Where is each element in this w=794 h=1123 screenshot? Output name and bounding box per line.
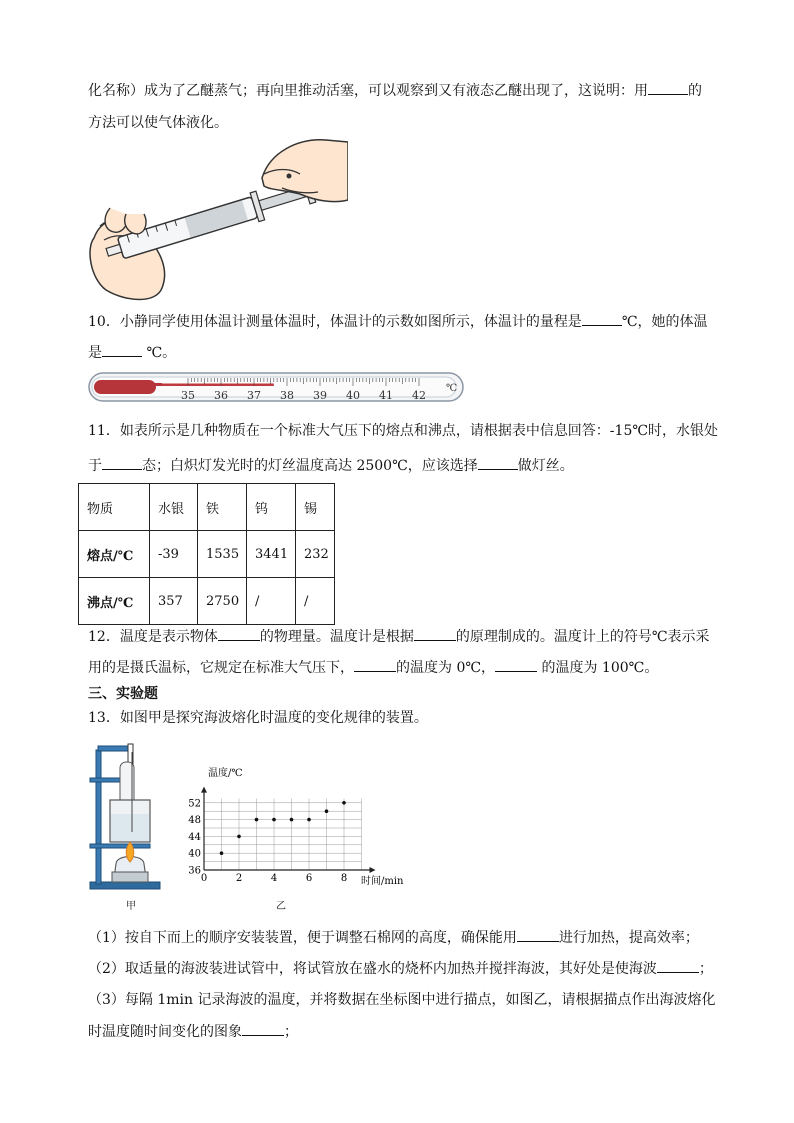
- q12-blank-4[interactable]: [495, 657, 537, 672]
- x-axis-arrow: [370, 867, 376, 873]
- data-point: [325, 809, 329, 813]
- q13-blank-3[interactable]: [242, 1021, 284, 1036]
- q12-blank-2[interactable]: [414, 626, 456, 641]
- caption-yi: 乙: [276, 901, 286, 912]
- q12-text-2c: 的温度为 100℃。: [541, 660, 659, 676]
- x-tick-label: 4: [270, 873, 278, 884]
- q13-sub2: [88, 958, 713, 979]
- table-cell: 铁: [198, 484, 247, 531]
- table-cell: 1535: [198, 531, 247, 578]
- q9-text-1: 化名称）成为了乙醚蒸气；再向里推动活塞，可以观察到又有液态乙醚出现了，这说明：用: [88, 83, 648, 99]
- thermometer-unit: ℃: [446, 383, 458, 394]
- table-cell: 熔点/℃: [79, 531, 150, 578]
- q13-intro: 13．如图甲是探究海波熔化时温度的变化规律的装置。: [88, 710, 428, 726]
- q11-line2: [88, 455, 574, 476]
- q11-state-blank[interactable]: [102, 455, 142, 470]
- thermometer-label: 36: [214, 389, 228, 402]
- y-axis-arrow: [201, 787, 207, 793]
- x-tick-label: 0: [200, 873, 208, 884]
- temperature-time-chart: [186, 762, 404, 890]
- q9-line1: [88, 80, 702, 101]
- y-tick-label: 52: [188, 798, 201, 810]
- table-cell: /: [247, 578, 296, 625]
- table-cell: 232: [296, 531, 335, 578]
- q12-text-1b: 的物理量。温度计是根据: [259, 629, 414, 645]
- thermometer-label: 39: [313, 389, 327, 402]
- table-cell: 钨: [247, 484, 296, 531]
- syringe-figure: [86, 138, 348, 304]
- data-point: [290, 818, 294, 822]
- q13-sub1-b: 进行加热，提高效率；: [558, 930, 699, 946]
- q13-sub3-a: 时温度随时间变化的图象: [88, 1024, 242, 1040]
- table-cell: 2750: [198, 578, 247, 625]
- q13-blank-1[interactable]: [517, 927, 559, 942]
- table-header-row: [79, 484, 335, 531]
- thermometer-bulb: [94, 380, 156, 394]
- q10-range-blank[interactable]: [582, 311, 622, 326]
- table-cell: 沸点/℃: [79, 578, 150, 625]
- q12-text-2a: 用的是摄氏温标，它规定在标准大气压下，: [88, 660, 354, 676]
- q11-text-2c: 做灯丝。: [517, 458, 574, 474]
- q11-text-1: 11．如表所示是几种物质在一个标准大气压下的熔点和沸点，请根据表中信息回答：-15℃时，水银处: [88, 423, 719, 439]
- q9-text-1-end: 的: [688, 83, 702, 99]
- caption-jia: 甲: [126, 901, 136, 912]
- q12-text-1a: 12．温度是表示物体: [88, 629, 218, 645]
- thermometer-label: 41: [379, 389, 393, 402]
- data-point: [342, 801, 346, 805]
- q11-filament-blank[interactable]: [478, 455, 518, 470]
- x-tick-label: 8: [340, 873, 348, 884]
- q10-temp-blank[interactable]: [102, 342, 142, 357]
- q10-unit-2: ℃。: [146, 345, 177, 361]
- x-tick-label: 6: [305, 873, 313, 884]
- table-row: [79, 578, 335, 625]
- table-cell: 水银: [150, 484, 198, 531]
- section-title: 三、实验题: [88, 686, 158, 702]
- q10-line2: [88, 342, 176, 363]
- q10-unit-1: ℃，她的体温: [621, 314, 708, 330]
- q12-line1: [88, 626, 710, 647]
- chart-grid: [204, 799, 362, 870]
- table-cell: /: [296, 578, 335, 625]
- table-cell: -39: [150, 531, 198, 578]
- y-tick-label: 40: [188, 848, 201, 860]
- q11-text-2b: 态；白炽灯发光时的灯丝温度高达 2500℃，应该选择: [142, 458, 478, 474]
- x-axis-label: 时间/min: [361, 876, 404, 887]
- thermometer-label: 42: [412, 389, 426, 402]
- table-row: [79, 531, 335, 578]
- y-tick-label: 44: [188, 831, 201, 843]
- data-point: [272, 818, 276, 822]
- q11-line1: [88, 421, 718, 441]
- clinical-thermometer: [88, 370, 466, 404]
- y-axis-label: 温度/℃: [208, 768, 243, 779]
- q10-line1: [88, 311, 707, 332]
- melting-boiling-table: [78, 483, 335, 625]
- thermometer-label: 37: [247, 389, 261, 402]
- q13-sub3-line2: [88, 1021, 298, 1042]
- thermometer-label: 35: [181, 389, 195, 402]
- table-cell: 3441: [247, 531, 296, 578]
- q13-sub2-b: ；: [698, 961, 713, 977]
- q12-blank-1[interactable]: [218, 626, 260, 641]
- q13-sub1: [88, 927, 699, 948]
- q11-text-2a: 于: [88, 458, 102, 474]
- q13-sub3-b: ；: [284, 1024, 298, 1040]
- q10-text-1: 10．小静同学使用体温计测量体温时，体温计的示数如图所示，体温计的量程是: [88, 314, 582, 330]
- q9-blank[interactable]: [648, 80, 688, 95]
- q9-text-2: 方法可以使气体液化。: [88, 115, 228, 131]
- q13-sub1-a: （1）按自下而上的顺序安装装置，便于调整石棉网的高度，确保能用: [88, 930, 517, 946]
- data-point: [255, 818, 259, 822]
- q9-line2: [88, 113, 228, 133]
- q13-sub2-a: （2）取适量的海波装进试管中，将试管放在盛水的烧杯内加热并搅拌海波，其好处是使海波: [88, 961, 657, 977]
- table-cell: 357: [150, 578, 198, 625]
- y-tick-label: 36: [188, 865, 201, 877]
- q12-line2: [88, 657, 658, 678]
- x-tick-label: 2: [235, 873, 243, 884]
- thermometer-label: 40: [346, 389, 360, 402]
- thermometer-label: 38: [280, 389, 294, 402]
- q12-blank-3[interactable]: [354, 657, 396, 672]
- data-point: [307, 818, 311, 822]
- thermometer-mercury: [162, 384, 274, 387]
- q13-sub3-line1: （3）每隔 1min 记录海波的温度，并将数据在坐标图中进行描点，如图乙，请根据描点作出海波熔化: [88, 992, 716, 1008]
- q12-text-1c: 的原理制成的。温度计上的符号℃表示采: [455, 629, 710, 645]
- q10-text-2: 是: [88, 345, 102, 361]
- table-cell: 物质: [79, 484, 150, 531]
- table-cell: 锡: [296, 484, 335, 531]
- y-tick-label: 48: [188, 815, 201, 827]
- data-point: [237, 835, 241, 839]
- heating-apparatus: [86, 742, 166, 892]
- data-point: [220, 851, 224, 855]
- q13-blank-2[interactable]: [657, 958, 699, 973]
- q12-text-2b: 的温度为 0℃，: [396, 660, 496, 676]
